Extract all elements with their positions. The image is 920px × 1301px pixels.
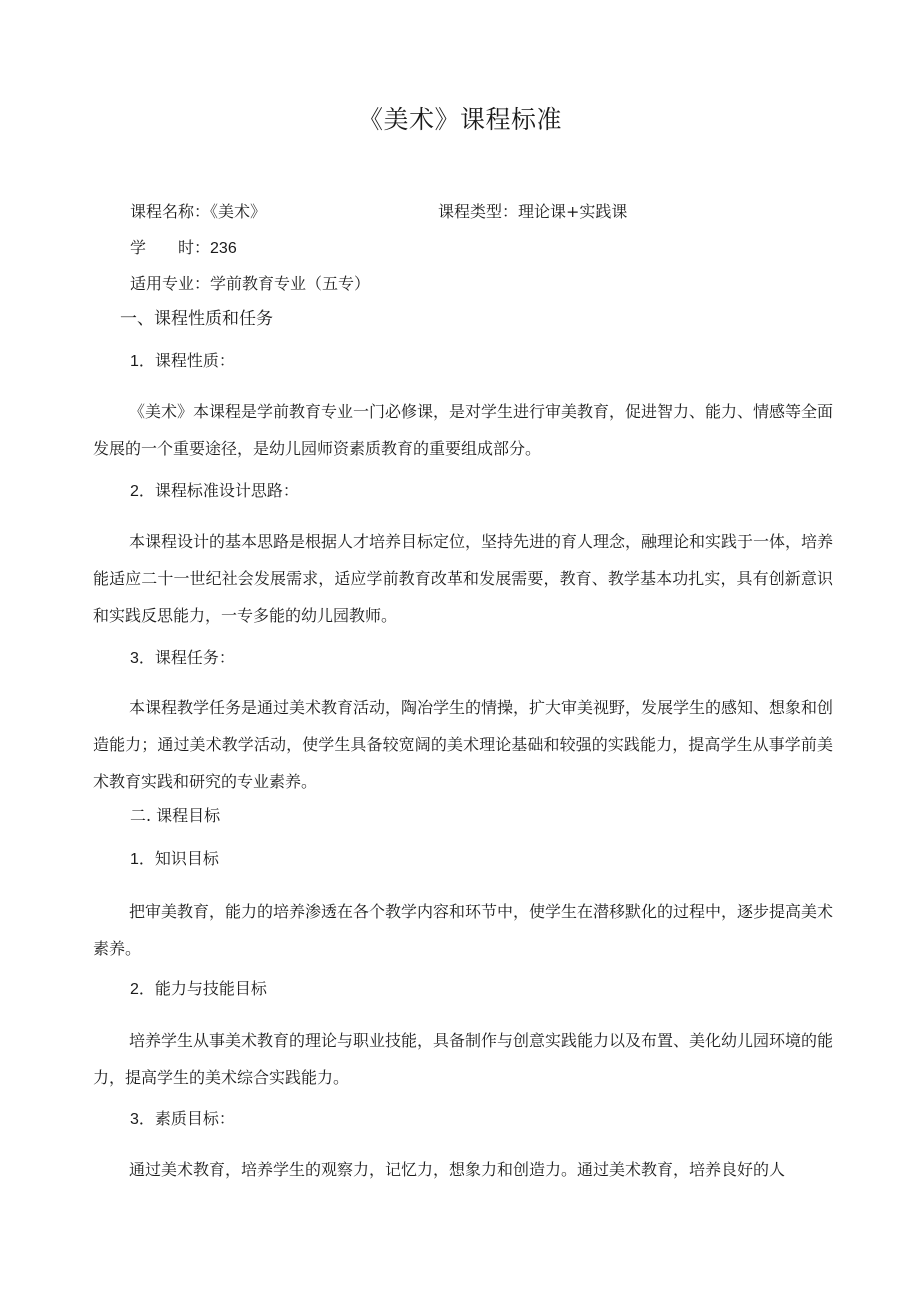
section2-item3-text: 通过美术教育，培养学生的观察力，记忆力，想象力和创造力。通过美术教育，培养良好的人 (129, 1160, 786, 1179)
item-number: 1 (130, 353, 139, 370)
section2-heading: 二. 课程目标 (130, 806, 221, 825)
course-hours (130, 238, 237, 259)
section2-item2-text: 培养学生从事美术教育的理论与职业技能，具备制作与创意实践能力以及布置、美化幼儿园环境的能力，提高学生的美术综合实践能力。 (93, 1031, 834, 1087)
item-label: ．课程标准设计思路： (138, 481, 299, 500)
applicable-major: 适用专业：学前教育专业（五专） (130, 274, 371, 293)
section1-item3-heading (130, 648, 235, 669)
section2-item1-heading (130, 849, 219, 870)
item-label: ．素质目标： (138, 1109, 235, 1128)
hours-value: 236 (210, 240, 237, 257)
item-label: ．课程任务： (138, 648, 235, 667)
section1-item2-text: 本课程设计的基本思路是根据人才培养目标定位，坚持先进的育人理念，融理论和实践于一体，培养能适应二十一世纪社会发展需求，适应学前教育改革和发展需要，教育、教学基本功扎实，具有创新意识和实践反思能力，一专多能的幼儿园教师。 (93, 532, 834, 625)
section1-item3-text: 本课程教学任务是通过美术教育活动，陶冶学生的情操，扩大审美视野，发展学生的感知、想象和创造能力；通过美术教学活动，使学生具备较宽阔的美术理论基础和较强的实践能力，提高学生从事学前美术教育实践和研究的专业素养。 (93, 698, 834, 791)
item-label: ．能力与技能目标 (138, 979, 267, 998)
item-number: 1 (130, 851, 139, 868)
section1-heading: 一、课程性质和任务 (120, 309, 273, 329)
hours-label: 学 时： (130, 238, 211, 257)
section1-item1-heading (130, 351, 235, 372)
item-number: 3 (130, 650, 139, 667)
item-number: 3 (130, 1111, 139, 1128)
item-label: ．知识目标 (138, 849, 219, 868)
section1-item1-text: 《美术》本课程是学前教育专业一门必修课，是对学生进行审美教育，促进智力、能力、情感等全面发展的一个重要途径，是幼儿园师资素质教育的重要组成部分。 (93, 402, 834, 458)
item-number: 2 (130, 981, 139, 998)
item-number: 2 (130, 483, 139, 500)
section2-item2-heading (130, 979, 267, 1000)
section2-item3-heading (130, 1109, 235, 1130)
course-name: 课程名称：《美术》 (130, 202, 267, 221)
document-title: 《美术》课程标准 (357, 105, 562, 134)
section2-item1-text: 把审美教育，能力的培养渗透在各个教学内容和环节中，使学生在潜移默化的过程中，逐步提高美术素养。 (93, 902, 834, 958)
section1-item2-heading (130, 481, 299, 502)
course-type: 课程类型：理论课+实践课 (438, 202, 628, 221)
item-label: ．课程性质： (138, 351, 235, 370)
